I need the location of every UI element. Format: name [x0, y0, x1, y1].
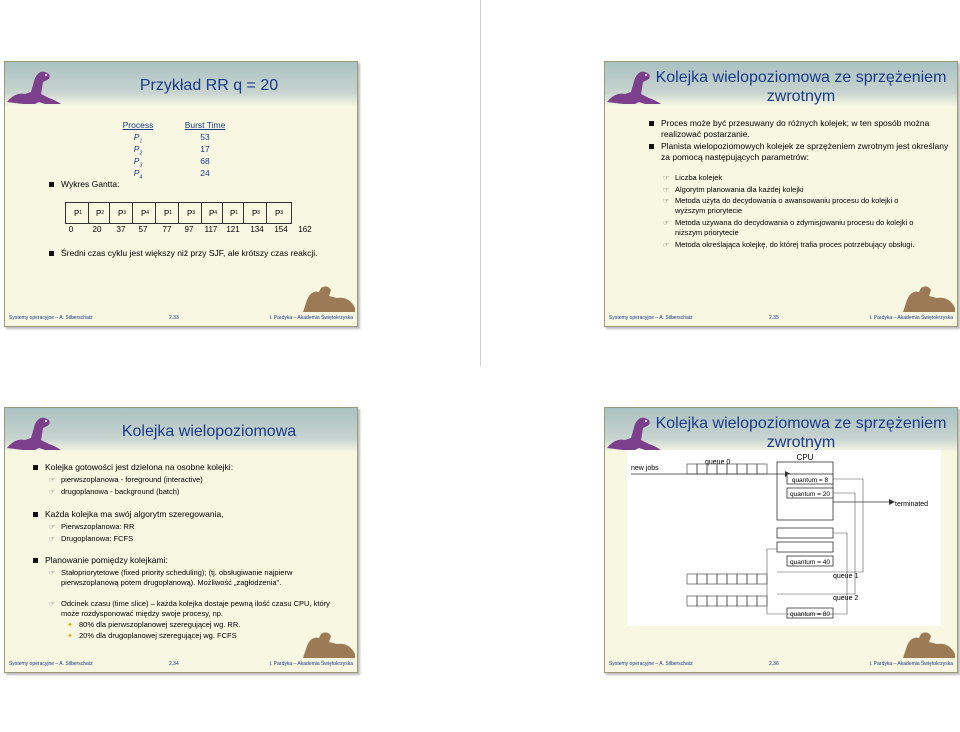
- page-divider: [480, 0, 481, 366]
- gantt-slot: P 1: [65, 202, 91, 224]
- queue-slot: [747, 596, 757, 606]
- slide-title: Kolejka wielopoziomowa ze sprzężeniem zwrotnym: [655, 415, 947, 451]
- gantt-time: 0: [68, 225, 74, 234]
- queue-slot: [757, 574, 767, 584]
- slide-title: Przykład RR q = 20: [139, 77, 279, 94]
- sub-item: ☞ Metoda określająca kolejkę, do której trafia proces potrzebujący obsługi.: [663, 240, 915, 249]
- queue-slot: [737, 574, 747, 584]
- gantt-time: 37: [116, 225, 126, 234]
- gantt-slot: P 3: [266, 202, 292, 224]
- gantt-time: 57: [138, 225, 148, 234]
- bullet-square-icon: [49, 182, 54, 187]
- header-process: Process: [122, 120, 154, 130]
- gantt-slot: P 1: [155, 202, 181, 224]
- queue-slot: [717, 574, 727, 584]
- queue-1-label: queue 1: [833, 573, 859, 580]
- pointing-hand-icon: ☞: [49, 570, 56, 577]
- queue-slot: [687, 464, 697, 474]
- sub-item: ☞ Metoda użyta do decydowania o awansowaniu procesu do kolejki o wyższym priorytecie: [663, 196, 899, 215]
- sub-sub-item: ✦ 80% dla pierwszoplanowej szeregującej wg. RR.: [67, 620, 241, 629]
- terminated-label: terminated: [895, 501, 929, 508]
- queue-slot: [747, 464, 757, 474]
- burst-time: 68: [200, 156, 210, 166]
- sub-item: ☞ Pierwszoplanowa: RR: [49, 522, 135, 531]
- queue-slot: [697, 596, 707, 606]
- gantt-slot: P 3: [178, 202, 204, 224]
- dinosaur-logo-icon: [5, 62, 65, 106]
- bullet-item: Planista wielopoziomowych kolejek ze sprzężeniem zwrotnym jest określany za pomocą następujących parametrów:: [649, 141, 949, 163]
- bullet-item: Planowanie pomiędzy kolejkami:: [33, 555, 343, 566]
- slide-mlfq-params: [604, 61, 958, 327]
- process-name: $P_3$: [133, 156, 143, 169]
- quantum-label: quantum = 8: [791, 477, 829, 484]
- pointing-hand-icon: ☞: [49, 536, 56, 543]
- sub-item: ☞ Liczba kolejek: [663, 173, 723, 182]
- gantt-slot: P 4: [201, 202, 225, 224]
- sub-sub-item: ✦ 20% dla drugoplanowej szeregującej wg. FCFS: [67, 631, 237, 640]
- queue-slot: [687, 574, 697, 584]
- sub-item: ☞ pierwszoplanowa - foreground (interactive): [49, 475, 203, 484]
- queue-2-label: queue 2: [833, 595, 859, 602]
- pointing-hand-icon: ☞: [49, 477, 56, 484]
- slide-title: Kolejka wielopoziomowa ze sprzężeniem zwrotnym: [655, 69, 947, 105]
- quantum-label: quantum = 40: [790, 559, 830, 566]
- quantum-label: quantum = 20: [790, 491, 830, 498]
- dinosaur-logo-icon: [5, 408, 65, 452]
- sub-item: ☞ Metoda używana do decydowania o zdymisjowaniu procesu do kolejki o niższym priorytecie: [663, 218, 914, 237]
- dinosaur-footer-icon: [897, 280, 957, 314]
- queue-slot: [737, 596, 747, 606]
- slide-footer: Systemy operacyjne – A. Silberschatz 2.36 I. Pardyka – Akademia Świętokrzyska: [609, 661, 953, 667]
- gantt-slot: P 4: [132, 202, 158, 224]
- bullet-square-icon: [33, 558, 38, 563]
- slide-mlfq-diagram: [604, 407, 958, 673]
- queue-slot: [737, 464, 747, 474]
- sub-item: ☞ drugoplanowa - background (batch): [49, 487, 180, 496]
- pointing-hand-icon: ☞: [49, 601, 56, 608]
- gantt-time: 134: [250, 225, 264, 234]
- rr-note: Średni czas cyklu jest większy niż przy SJF, ale krótszy czas reakcji.: [49, 248, 339, 259]
- quantum-label: quantum = 80: [790, 611, 830, 618]
- mlfq-diagram: [627, 450, 941, 626]
- gantt-slot: P 2: [88, 202, 112, 224]
- pointing-hand-icon: ☞: [49, 489, 56, 496]
- bullet-square-icon: [33, 512, 38, 517]
- queue-slot: [757, 464, 767, 474]
- dinosaur-footer-icon: [897, 626, 957, 660]
- pointing-hand-icon: ☞: [663, 198, 670, 205]
- bullet-item: Kolejka gotowości jest dzielona na osobne kolejki:: [33, 462, 343, 473]
- header-burst: Burst Time: [184, 120, 226, 130]
- sub-item: ☞ Stałopriorytetowe (fixed priority scheduling); (tj. obsługiwanie najpierw pierwszoplanową potem drugoplanową). Możliwość „zagłodzenia".: [49, 568, 293, 587]
- queue-0-label: queue 0: [705, 459, 731, 466]
- queue-slot: [707, 574, 717, 584]
- sub-item: ☞ Algorytm planowania dla każdej kolejki: [663, 185, 804, 194]
- queue-slot: [707, 596, 717, 606]
- bullet-item: Każda kolejka ma swój algorytm szeregowania,: [33, 509, 343, 520]
- process-name: $P_2$: [133, 144, 143, 157]
- cpu-label: CPU: [796, 453, 814, 462]
- process-name: $P_4$: [133, 168, 143, 181]
- pointing-hand-icon: ☞: [663, 187, 670, 194]
- queue-slot: [727, 574, 737, 584]
- queue-slot: [687, 596, 697, 606]
- gantt-time: 121: [226, 225, 240, 234]
- bullet-square-icon: [649, 144, 654, 149]
- burst-time: 17: [200, 144, 210, 154]
- sub-item: ☞ Odcinek czasu (time slice) – każda kolejka dostaje pewną ilość czasu CPU, który może rozdysponować między swoje procesy, np.: [49, 599, 330, 618]
- pointing-hand-icon: ☞: [663, 242, 670, 249]
- gantt-time: 162: [298, 225, 312, 234]
- bullet-square-icon: [33, 465, 38, 470]
- gantt-label: Wykres Gantta:: [49, 179, 149, 190]
- slide-footer: Systemy operacyjne – A. Silberschatz 2.33 I. Pardyka – Akademia Świętokrzyska: [9, 315, 353, 321]
- gantt-time: 77: [162, 225, 172, 234]
- pointing-hand-icon: ☞: [49, 524, 56, 531]
- queue-slot: [757, 596, 767, 606]
- bullet-square-icon: [649, 121, 654, 126]
- bullet-item: Proces może być przesuwany do różnych kolejek; w ten sposób można realizować postarzanie.: [649, 118, 949, 140]
- slide-footer: Systemy operacyjne – A. Silberschatz 2.35 I. Pardyka – Akademia Świętokrzyska: [609, 315, 953, 321]
- gantt-slot: P 3: [243, 202, 269, 224]
- gantt-time: 154: [274, 225, 288, 234]
- queue-slot: [697, 574, 707, 584]
- slide-title: Kolejka wielopoziomowa: [121, 423, 297, 440]
- dinosaur-footer-icon: [297, 280, 357, 314]
- queue-slot: [747, 574, 757, 584]
- slide-footer: Systemy operacyjne – A. Silberschatz 2.34 I. Pardyka – Akademia Świętokrzyska: [9, 661, 353, 667]
- slide-rr-example: [4, 61, 358, 327]
- gantt-time: 117: [204, 225, 218, 234]
- gantt-slot: P 3: [109, 202, 135, 224]
- dinosaur-footer-icon: [297, 626, 357, 660]
- pointing-hand-icon: ☞: [663, 175, 670, 182]
- burst-time: 24: [200, 168, 210, 178]
- gantt-slot: P 1: [222, 202, 246, 224]
- queue-slot: [727, 596, 737, 606]
- new-jobs-label: new jobs: [631, 465, 659, 472]
- bullet-square-icon: [49, 251, 54, 256]
- star-bullet-icon: ✦: [67, 622, 73, 629]
- pointing-hand-icon: ☞: [663, 220, 670, 227]
- burst-time: 53: [200, 132, 210, 142]
- gantt-time: 97: [184, 225, 194, 234]
- process-name: $P_1$: [133, 132, 143, 145]
- star-bullet-icon: ✦: [67, 633, 73, 640]
- queue-slot: [717, 596, 727, 606]
- sub-item: ☞ Drugoplanowa: FCFS: [49, 534, 134, 543]
- gantt-time: 20: [92, 225, 102, 234]
- slide-multilevel-queue: [4, 407, 358, 673]
